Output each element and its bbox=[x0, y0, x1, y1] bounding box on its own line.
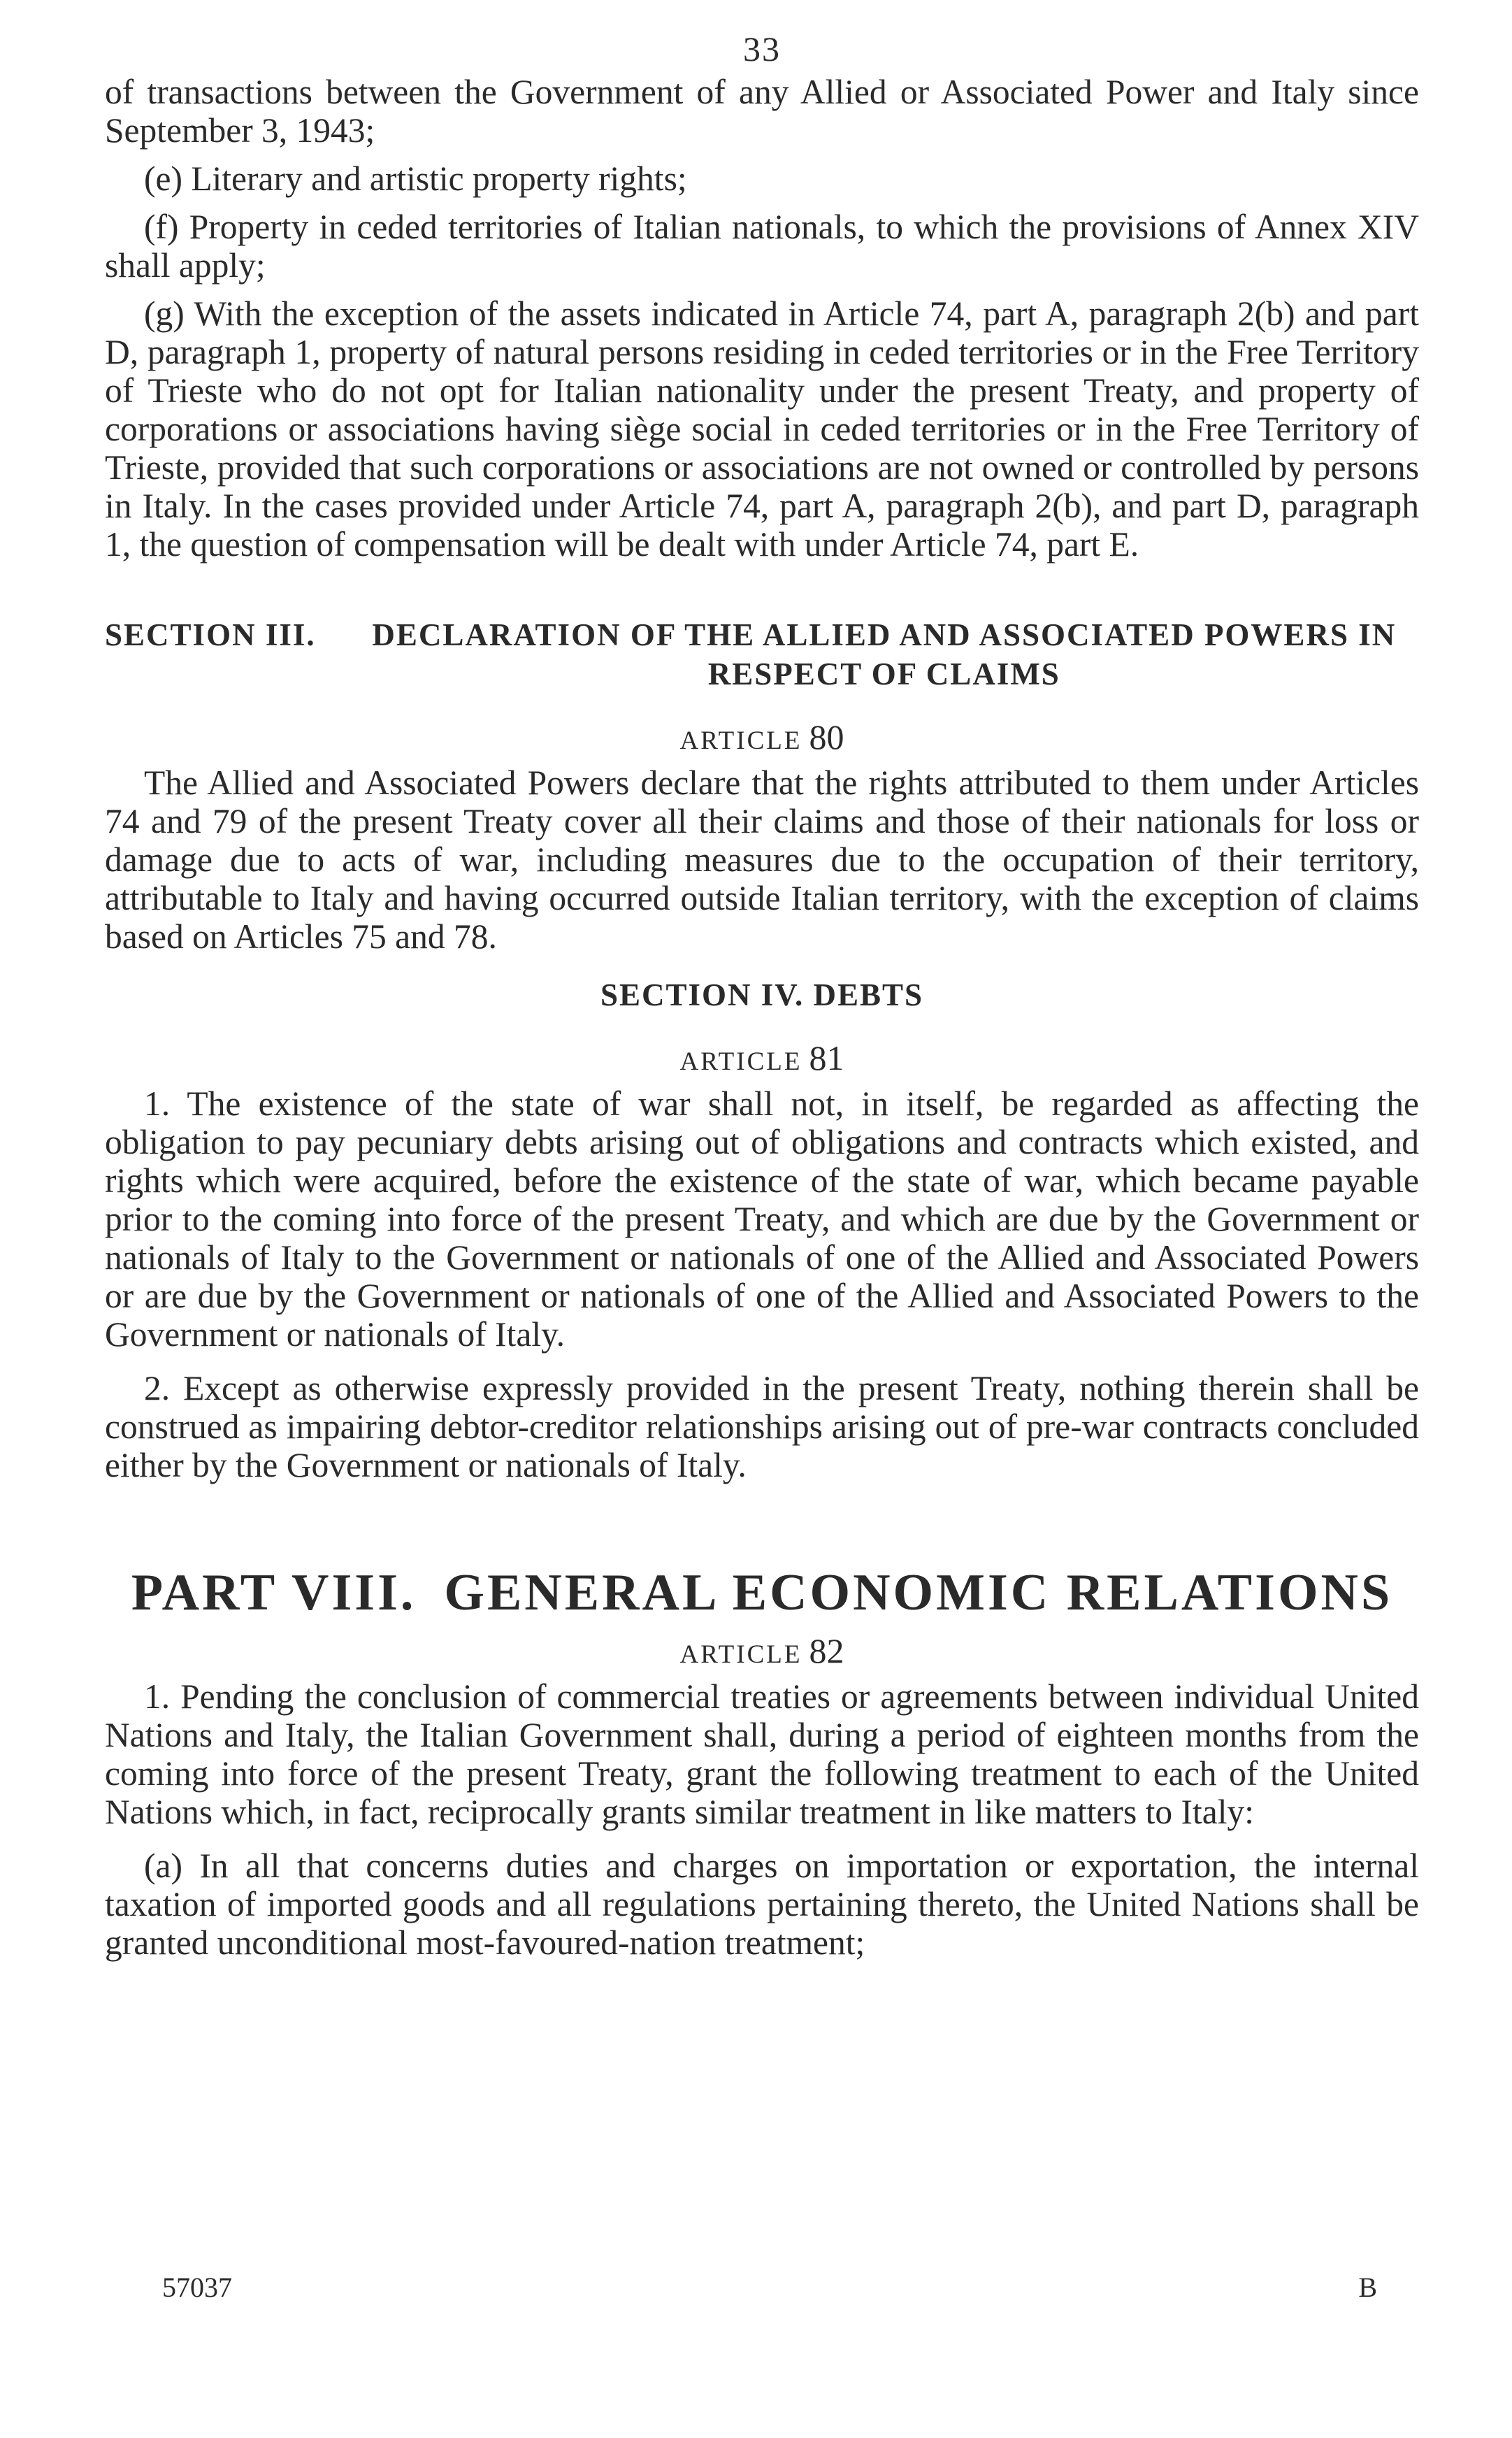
article-82-heading bbox=[105, 1631, 1419, 1672]
section-iii-heading bbox=[105, 615, 1419, 694]
item-g: (g) With the exception of the assets indicated in Article 74, part A, paragraph 2(b) and part D, paragraph 1, property of natural persons residing in ceded territories or in the Free Territory of Trieste who do not opt for Italian nationality under the present Treaty, and property of corporations or associations having siège social in ceded territories or in the Free Territory of Trieste, provided that such corporations or associations are not owned or controlled by persons in Italy. In the cases provided under Article 74, part A, paragraph 2(b), and part D, paragraph 1, the question of compensation will be dealt with under Article 74, part E. bbox=[105, 294, 1419, 564]
section-iii-title: DECLARATION OF THE ALLIED AND ASSOCIATED POWERS IN RESPECT OF CLAIMS bbox=[372, 617, 1397, 691]
part-viii-heading bbox=[105, 1561, 1419, 1624]
article-81-paragraph-1: 1. The existence of the state of war shall not, in itself, be regarded as affecting the obligation to pay pecuniary debts arising out of obligations and contracts which existed, and rights which were acquired, before the existence of the state of war, which became payable prior to the coming into force of the present Treaty, and which are due by the Government or nationals of Italy to the Government or nationals of one of the Allied and Associated Powers or are due by the Government or nationals of one of the Allied and Associated Powers to the Government or nationals of Italy. bbox=[105, 1084, 1419, 1354]
part-viii-label: PART VIII. bbox=[131, 1564, 417, 1621]
article-81-label: ARTICLE bbox=[679, 1047, 802, 1076]
page-number: 33 bbox=[743, 29, 781, 69]
signature-mark: B bbox=[1358, 2272, 1377, 2303]
section-iv-heading: SECTION IV. DEBTS bbox=[600, 977, 924, 1012]
article-82-label: ARTICLE bbox=[679, 1640, 802, 1669]
item-f: (f) Property in ceded territories of Italian nationals, to which the provisions of Annex XIV shall apply; bbox=[105, 208, 1419, 285]
article-80-label: ARTICLE bbox=[679, 726, 802, 755]
article-81-number: 81 bbox=[809, 1038, 844, 1077]
document-page bbox=[105, 21, 1419, 2398]
part-viii-title: GENERAL ECONOMIC RELATIONS bbox=[444, 1564, 1393, 1621]
article-81-heading bbox=[105, 1038, 1419, 1079]
article-82-paragraph-a: (a) In all that concerns duties and charges on importation or exportation, the internal taxation of imported goods and all regulations pertaining thereto, the United Nations shall be granted unconditional most-favoured-nation treatment; bbox=[105, 1847, 1419, 1962]
article-81-paragraph-2: 2. Except as otherwise expressly provided in the present Treaty, nothing therein shall be construed as impairing debtor-creditor relationships arising out of pre-war contracts concluded either by the Government or nationals of Italy. bbox=[105, 1369, 1419, 1484]
item-e: (e) Literary and artistic property rights; bbox=[144, 159, 687, 198]
print-code: 57037 bbox=[162, 2272, 232, 2303]
article-82-paragraph-1: 1. Pending the conclusion of commercial treaties or agreements between individual United Nations and Italy, the Italian Government shall, during a period of eighteen months from the coming into force of the present Treaty, grant the following treatment to each of the United Nations which, in fact, reciprocally grants similar treatment in like matters to Italy: bbox=[105, 1677, 1419, 1831]
article-80-text: The Allied and Associated Powers declare that the rights attributed to them under Articles 74 and 79 of the present Treaty cover all their claims and those of their nationals for loss or damage due to acts of war, including measures due to the occupation of their territory, attributable to Italy and having occurred outside Italian territory, with the exception of claims based on Articles 75 and 78. bbox=[105, 763, 1419, 956]
article-80-number: 80 bbox=[809, 717, 844, 757]
article-80-heading bbox=[105, 717, 1419, 758]
continuation-paragraph: of transactions between the Government of any Allied or Associated Power and Italy since September 3, 1943; bbox=[105, 73, 1419, 150]
page-footer bbox=[162, 2270, 1377, 2305]
article-82-number: 82 bbox=[809, 1631, 844, 1670]
section-iii-label: SECTION III. bbox=[105, 617, 316, 652]
